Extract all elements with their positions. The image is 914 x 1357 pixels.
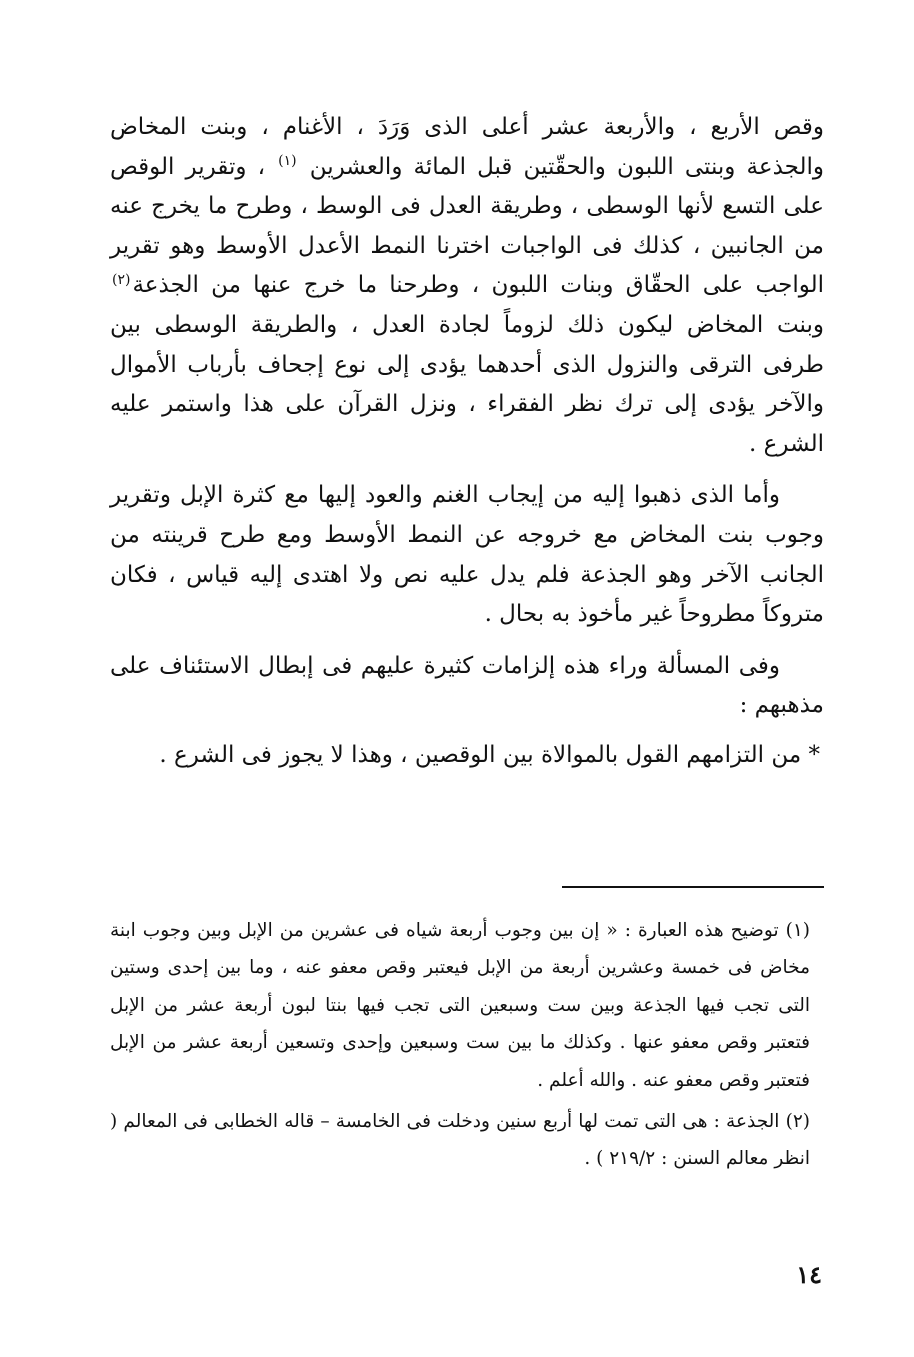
paragraph-2: وأما الذى ذهبوا إليه من إيجاب الغنم والعود إليها مع كثرة الإبل وتقرير وجوب بنت المخاض مع خروجه عن النمط الأوسط ومع طرح قرينته من الجانب الآخر وهو الجذعة فلم يدل عليه نص ولا اهتدى إليه قياس ، فكان متروكاً مطروحاً غير مأخوذ به بحال . bbox=[110, 482, 824, 628]
book-page bbox=[110, 108, 824, 1297]
paragraph-1-part-b: ، وتقرير الوقص على التسع لأنها الوسطى ، وطريقة العدل فى الوسط ، وطرح ما يخرج عنه من الجانبين ، كذلك فى الواجبات اخترنا النمط الأعدل الأوسط وهو تقرير الواجب على الحقّاق وبنات اللبون ، وطرحنا ما خرج عنها من الجذعة bbox=[110, 153, 824, 299]
main-text bbox=[110, 108, 824, 776]
footnote-1-text: توضيح هذه العبارة : « إن بين وجوب أربعة شياه فى عشرين من الإبل وبين وجوب ابنة مخاض فى خمسة وعشرين أربعة من الإبل فيعتبر وقص معفو عنه ، وما بين إحدى وستين التى تجب فيها الجذعة وبين ست وسبعين التى تجب فيها بنتا لبون أربعة عشر من الإبل فتعتبر وقص معفو عنها . وكذلك ما بين ست وسبعين وإحدى وتسعين أربعة عشر من الإبل فتعتبر وقص معفو عنه . والله أعلم . bbox=[110, 920, 810, 1091]
footnote-1-marker: (١) bbox=[785, 920, 810, 941]
paragraph-3: وفى المسألة وراء هذه إلزامات كثيرة عليهم فى إبطال الاستئناف على مذهبهم : bbox=[110, 652, 824, 719]
paragraph-1-part-c: وبنت المخاض ليكون ذلك لزوماً لجادة العدل ، والطريقة الوسطى بين طرفى الترقى والنزول الذى أحدهما يؤدى إلى نوع إجحاف بأرباب الأموال والآخر يؤدى إلى ترك نظر الفقراء ، ونزل القرآن على هذا واستمر عليه الشرع . bbox=[110, 311, 824, 457]
page-number: ١٤ bbox=[796, 1260, 822, 1289]
footnote-ref-1: (١) bbox=[278, 152, 297, 169]
bullet-item: * من التزامهم القول بالموالاة بين الوقصين ، وهذا لا يجوز فى الشرع . bbox=[159, 741, 820, 768]
paragraph-1 bbox=[110, 108, 824, 464]
footnote-2 bbox=[110, 1103, 824, 1178]
footnote-1 bbox=[110, 912, 824, 1099]
footnote-ref-2: (٢) bbox=[112, 271, 131, 288]
footnote-separator bbox=[562, 886, 824, 888]
footnote-2-text: الجذعة : هى التى تمت لها أربع سنين ودخلت فى الخامسة – قاله الخطابى فى المعالم ( انظر معالم السنن : ٢١٩/٢ ) . bbox=[110, 1111, 810, 1170]
paragraph-1-part-a: وقص الأربع ، والأربعة عشر أعلى الذى وَرَدَ ، الأغنام ، وبنت المخاض والجذعة وبنتى اللبون والحقّتين قبل المائة والعشرين bbox=[110, 114, 824, 180]
footnotes bbox=[110, 912, 824, 1178]
footnote-2-marker: (٢) bbox=[785, 1111, 810, 1133]
